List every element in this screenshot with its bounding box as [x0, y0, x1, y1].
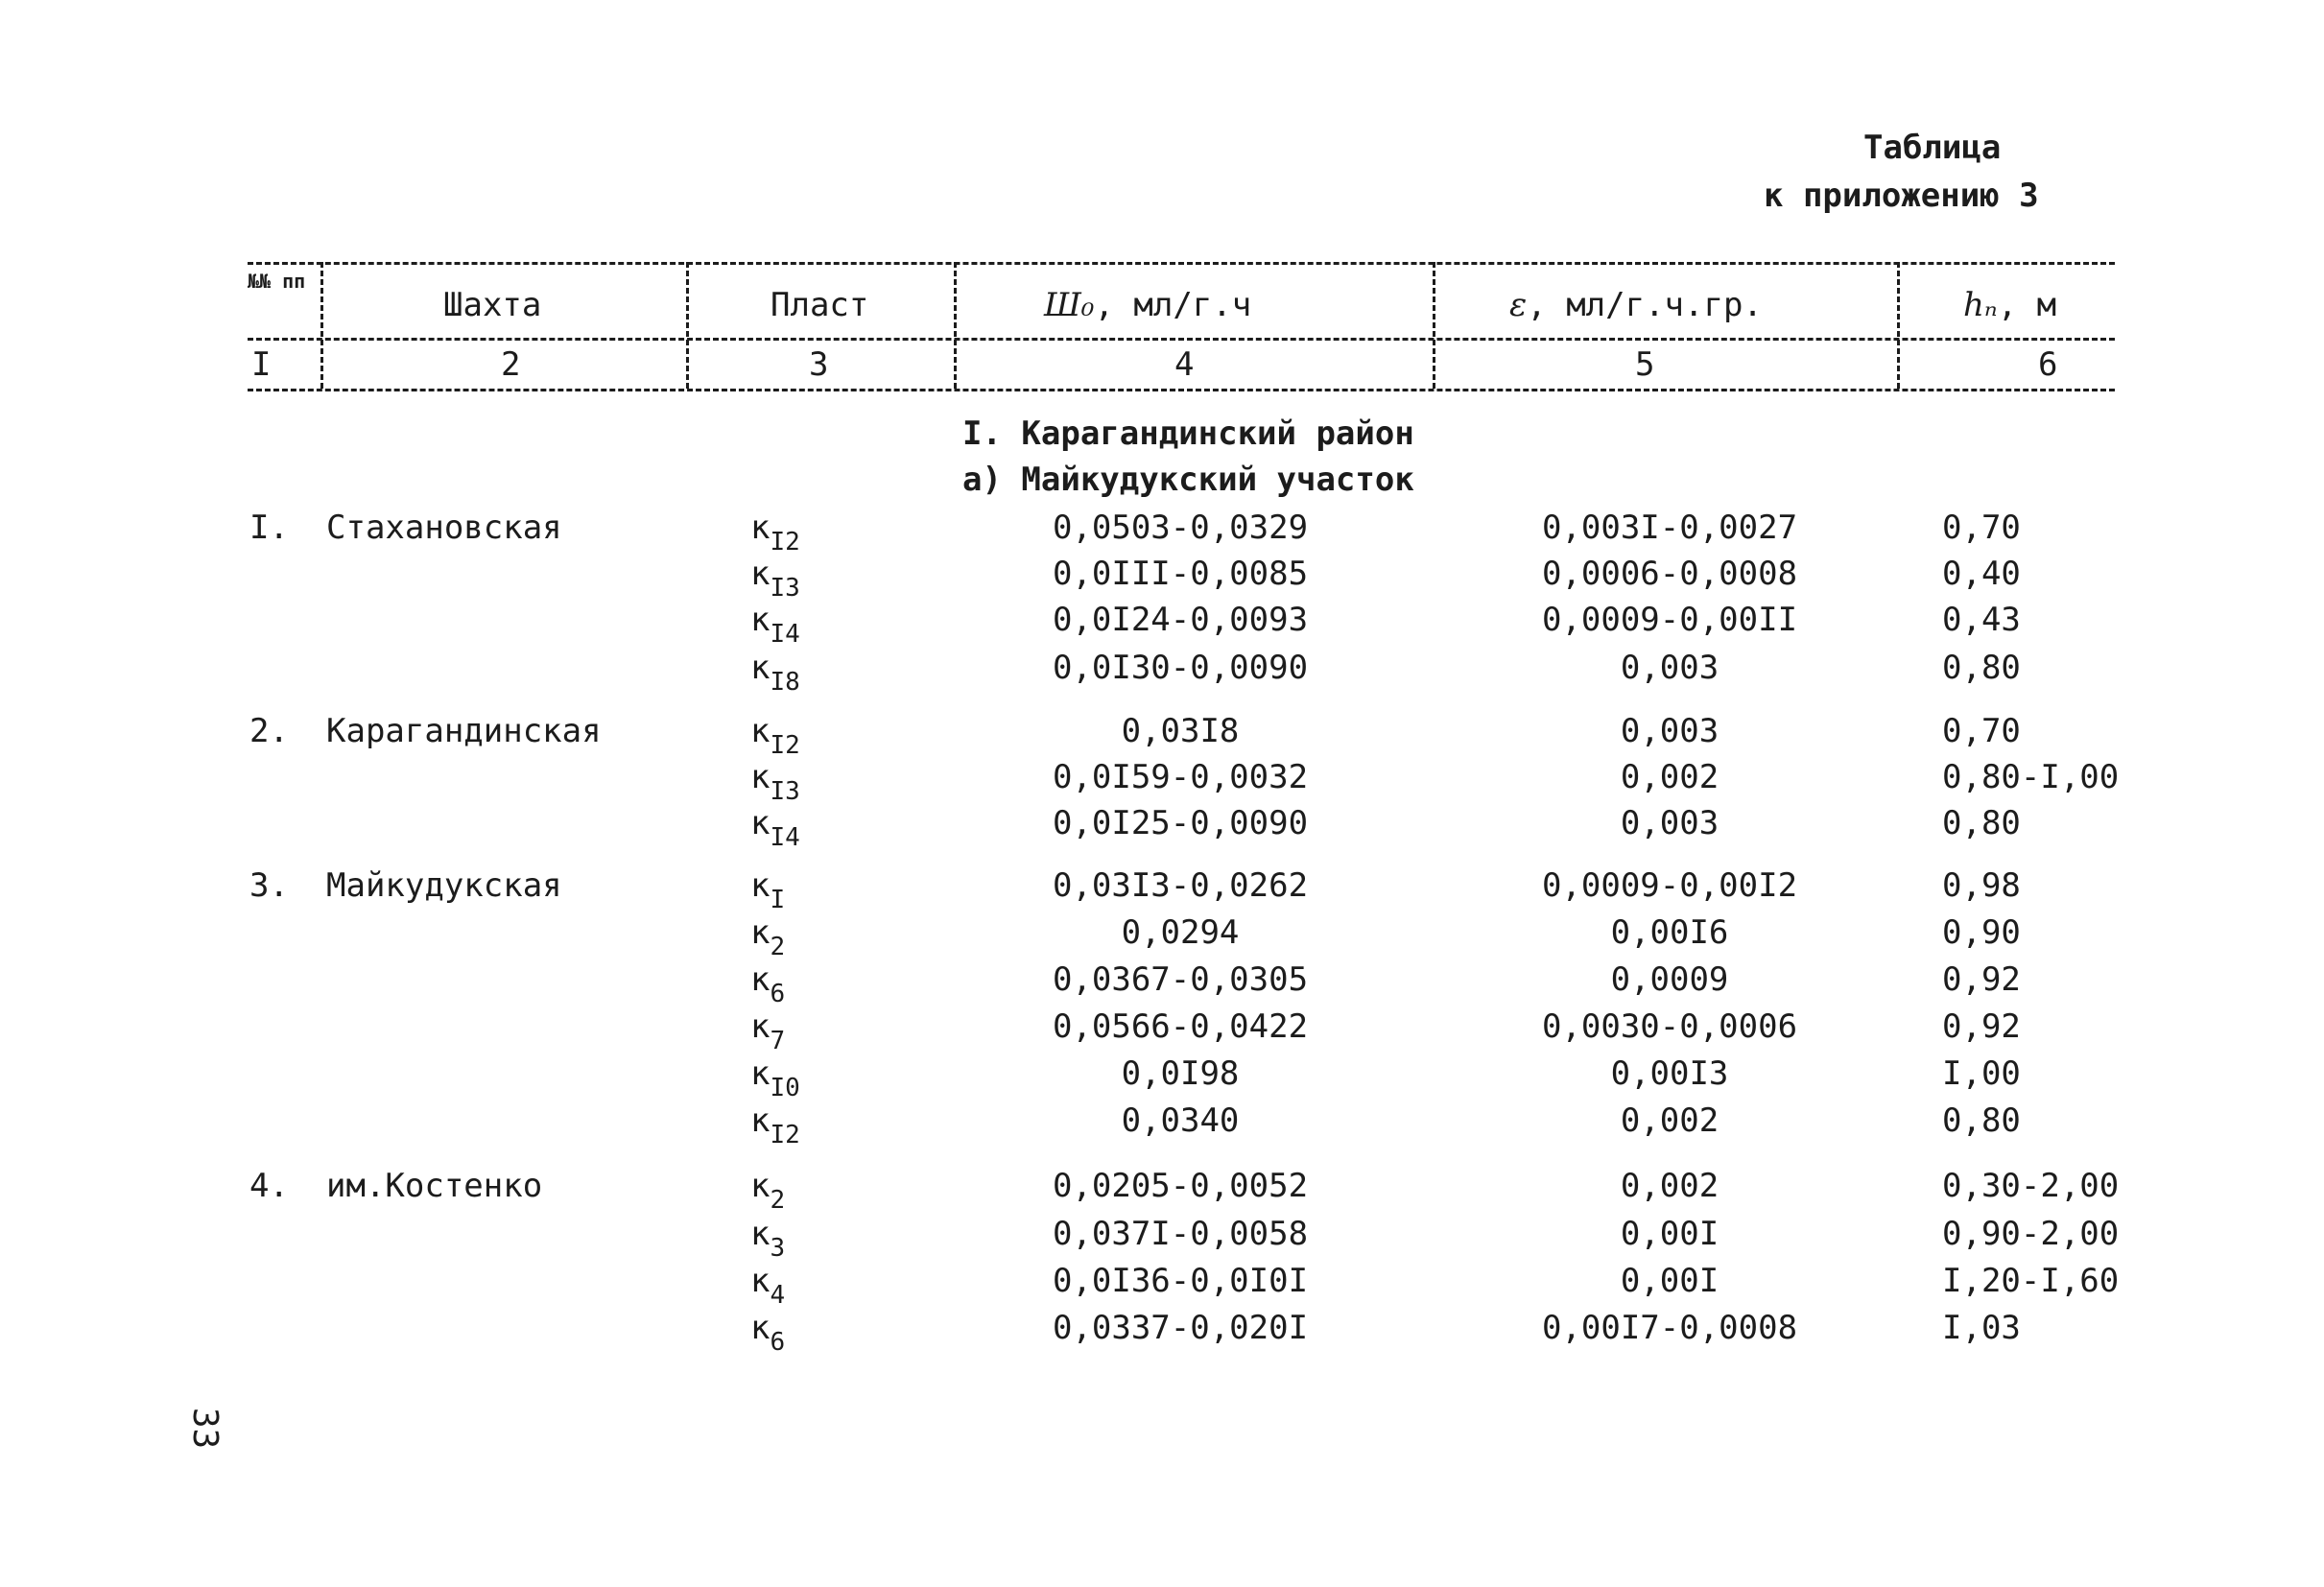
seam-letter: к [750, 758, 771, 796]
epsilon-cell: 0,0009 [1610, 960, 1729, 999]
gas-rate-cell: 0,0294 [1121, 913, 1240, 952]
gas-rate-cell: 0,0367-0,0305 [1052, 960, 1309, 999]
epsilon-cell: 0,00I [1620, 1262, 1719, 1300]
gas-rate-cell: 0,037I-0,0058 [1052, 1215, 1309, 1253]
seam-index: 6 [770, 1328, 786, 1357]
header-divider-4 [1433, 262, 1435, 389]
thickness-cell: 0,40 [1942, 555, 2021, 593]
seam-index: I3 [770, 777, 800, 806]
thickness-cell: 0,80 [1942, 804, 2021, 842]
gas-rate-cell: 0,0340 [1121, 1101, 1240, 1140]
mine-name: Майкудукская [326, 866, 562, 905]
seam-index: 2 [770, 933, 786, 961]
header-col5-symbol: ε [1509, 286, 1528, 324]
header-col4-symbol: Ш₀ [1044, 286, 1095, 324]
epsilon-cell: 0,00I7-0,0008 [1541, 1309, 1798, 1347]
seam-cell [750, 1054, 800, 1102]
mine-name: Стахановская [326, 509, 562, 547]
seam-index: I [770, 886, 786, 914]
caption-title: Таблица [1863, 129, 2002, 167]
gas-rate-cell: 0,0I98 [1121, 1054, 1240, 1093]
seam-letter: к [750, 1167, 771, 1205]
mine-name: Карагандинская [326, 712, 602, 750]
header-divider-3 [954, 262, 957, 389]
seam-letter: к [750, 1309, 771, 1347]
thickness-cell: 0,98 [1942, 866, 2021, 905]
seam-cell [750, 509, 800, 557]
seam-index: I4 [770, 620, 800, 649]
seam-cell [750, 1167, 786, 1215]
seam-index: I0 [770, 1074, 800, 1102]
seam-cell [750, 1007, 786, 1055]
seam-index: I4 [770, 823, 800, 852]
epsilon-cell: 0,0006-0,0008 [1541, 555, 1798, 593]
seam-cell [750, 712, 800, 760]
epsilon-cell: 0,0030-0,0006 [1541, 1007, 1798, 1046]
header-col5-unit: , мл/г.ч.гр. [1527, 286, 1763, 324]
gas-rate-cell: 0,0I59-0,0032 [1052, 758, 1309, 796]
seam-letter: к [750, 1101, 771, 1140]
epsilon-cell: 0,00I3 [1610, 1054, 1729, 1093]
row-number: 2. [249, 712, 289, 750]
header-col-number: №№ пп [248, 270, 306, 293]
seam-letter: к [750, 913, 771, 952]
epsilon-cell: 0,002 [1620, 758, 1719, 796]
gas-rate-cell: 0,0337-0,020I [1052, 1309, 1309, 1347]
thickness-cell: I,20-I,60 [1942, 1262, 2120, 1300]
header-num-5: 5 [1635, 345, 1655, 384]
header-col-mine: Шахта [443, 286, 542, 324]
header-divider-2 [686, 262, 689, 389]
thickness-cell: 0,70 [1942, 712, 2021, 750]
page-number: 33 [185, 1407, 225, 1450]
seam-letter: к [750, 509, 771, 547]
header-num-2: 2 [501, 345, 521, 384]
thickness-cell: 0,80 [1942, 649, 2021, 687]
thickness-cell: I,03 [1942, 1309, 2021, 1347]
seam-index: I8 [770, 668, 800, 697]
header-divider-5 [1897, 262, 1900, 389]
gas-rate-cell: 0,03I3-0,0262 [1052, 866, 1309, 905]
header-col-thickness [1963, 286, 2056, 324]
seam-letter: к [750, 1215, 771, 1253]
thickness-cell: 0,30-2,00 [1942, 1167, 2120, 1205]
seam-cell [750, 649, 800, 697]
header-col-gas-rate [1044, 286, 1251, 324]
header-num-1: I [251, 345, 272, 384]
gas-rate-cell: 0,0III-0,0085 [1052, 555, 1309, 593]
epsilon-cell: 0,002 [1620, 1101, 1719, 1140]
epsilon-cell: 0,0009-0,00II [1541, 601, 1798, 639]
seam-cell [750, 1215, 786, 1263]
epsilon-cell: 0,002 [1620, 1167, 1719, 1205]
seam-index: I3 [770, 574, 800, 603]
gas-rate-cell: 0,0205-0,0052 [1052, 1167, 1309, 1205]
seam-letter: к [750, 1262, 771, 1300]
header-num-3: 3 [809, 345, 829, 384]
epsilon-cell: 0,003 [1620, 712, 1719, 750]
seam-cell [750, 1262, 786, 1310]
header-col-seam: Пласт [771, 286, 869, 324]
gas-rate-cell: 0,0566-0,0422 [1052, 1007, 1309, 1046]
thickness-cell: 0,80 [1942, 1101, 2021, 1140]
gas-rate-cell: 0,0I36-0,0I0I [1052, 1262, 1309, 1300]
row-number: 4. [249, 1167, 289, 1205]
gas-rate-cell: 0,03I8 [1121, 712, 1240, 750]
row-number: I. [249, 509, 289, 547]
thickness-cell: 0,92 [1942, 1007, 2021, 1046]
seam-cell [750, 960, 786, 1008]
seam-index: 3 [770, 1234, 786, 1263]
header-mid-rule [248, 338, 2115, 341]
thickness-cell: 0,90 [1942, 913, 2021, 952]
section-title: I. Карагандинский район [962, 415, 1414, 453]
header-bottom-rule [248, 389, 2115, 391]
header-top-rule [248, 262, 2115, 265]
seam-index: I2 [770, 1121, 800, 1149]
seam-index: I2 [770, 731, 800, 760]
header-num-4: 4 [1174, 345, 1195, 384]
seam-index: 7 [770, 1027, 786, 1055]
seam-letter: к [750, 1054, 771, 1093]
mine-name: им.Костенко [326, 1167, 543, 1205]
thickness-cell: 0,92 [1942, 960, 2021, 999]
seam-index: 2 [770, 1186, 786, 1215]
seam-index: 6 [770, 980, 786, 1008]
seam-cell [750, 804, 800, 852]
seam-index: I2 [770, 528, 800, 557]
header-num-6: 6 [2038, 345, 2058, 384]
seam-index: 4 [770, 1281, 786, 1310]
seam-letter: к [750, 866, 771, 905]
epsilon-cell: 0,003 [1620, 649, 1719, 687]
seam-letter: к [750, 555, 771, 593]
section-subtitle: а) Майкудукский участок [962, 461, 1414, 499]
gas-rate-cell: 0,0I30-0,0090 [1052, 649, 1309, 687]
epsilon-cell: 0,0009-0,00I2 [1541, 866, 1798, 905]
header-col6-unit: , м [1997, 286, 2057, 324]
seam-cell [750, 555, 800, 603]
gas-rate-cell: 0,0I25-0,0090 [1052, 804, 1309, 842]
epsilon-cell: 0,00I [1620, 1215, 1719, 1253]
epsilon-cell: 0,003I-0,0027 [1541, 509, 1798, 547]
seam-letter: к [750, 649, 771, 687]
thickness-cell: 0,80-I,00 [1942, 758, 2120, 796]
thickness-cell: 0,70 [1942, 509, 2021, 547]
header-col6-symbol: hₙ [1963, 286, 1998, 324]
header-divider-1 [320, 262, 323, 389]
header-col4-unit: , мл/г.ч [1094, 286, 1252, 324]
seam-cell [750, 1309, 786, 1357]
epsilon-cell: 0,00I6 [1610, 913, 1729, 952]
seam-letter: к [750, 1007, 771, 1046]
gas-rate-cell: 0,0503-0,0329 [1052, 509, 1309, 547]
epsilon-cell: 0,003 [1620, 804, 1719, 842]
seam-cell [750, 866, 786, 914]
row-number: 3. [249, 866, 289, 905]
seam-letter: к [750, 804, 771, 842]
seam-cell [750, 758, 800, 806]
seam-cell [750, 1101, 800, 1149]
seam-cell [750, 913, 786, 961]
caption-subtitle: к приложению 3 [1764, 177, 2039, 215]
seam-letter: к [750, 712, 771, 750]
seam-letter: к [750, 960, 771, 999]
gas-rate-cell: 0,0I24-0,0093 [1052, 601, 1309, 639]
thickness-cell: 0,90-2,00 [1942, 1215, 2120, 1253]
seam-cell [750, 601, 800, 649]
thickness-cell: I,00 [1942, 1054, 2021, 1093]
thickness-cell: 0,43 [1942, 601, 2021, 639]
header-col-epsilon [1509, 286, 1763, 324]
seam-letter: к [750, 601, 771, 639]
